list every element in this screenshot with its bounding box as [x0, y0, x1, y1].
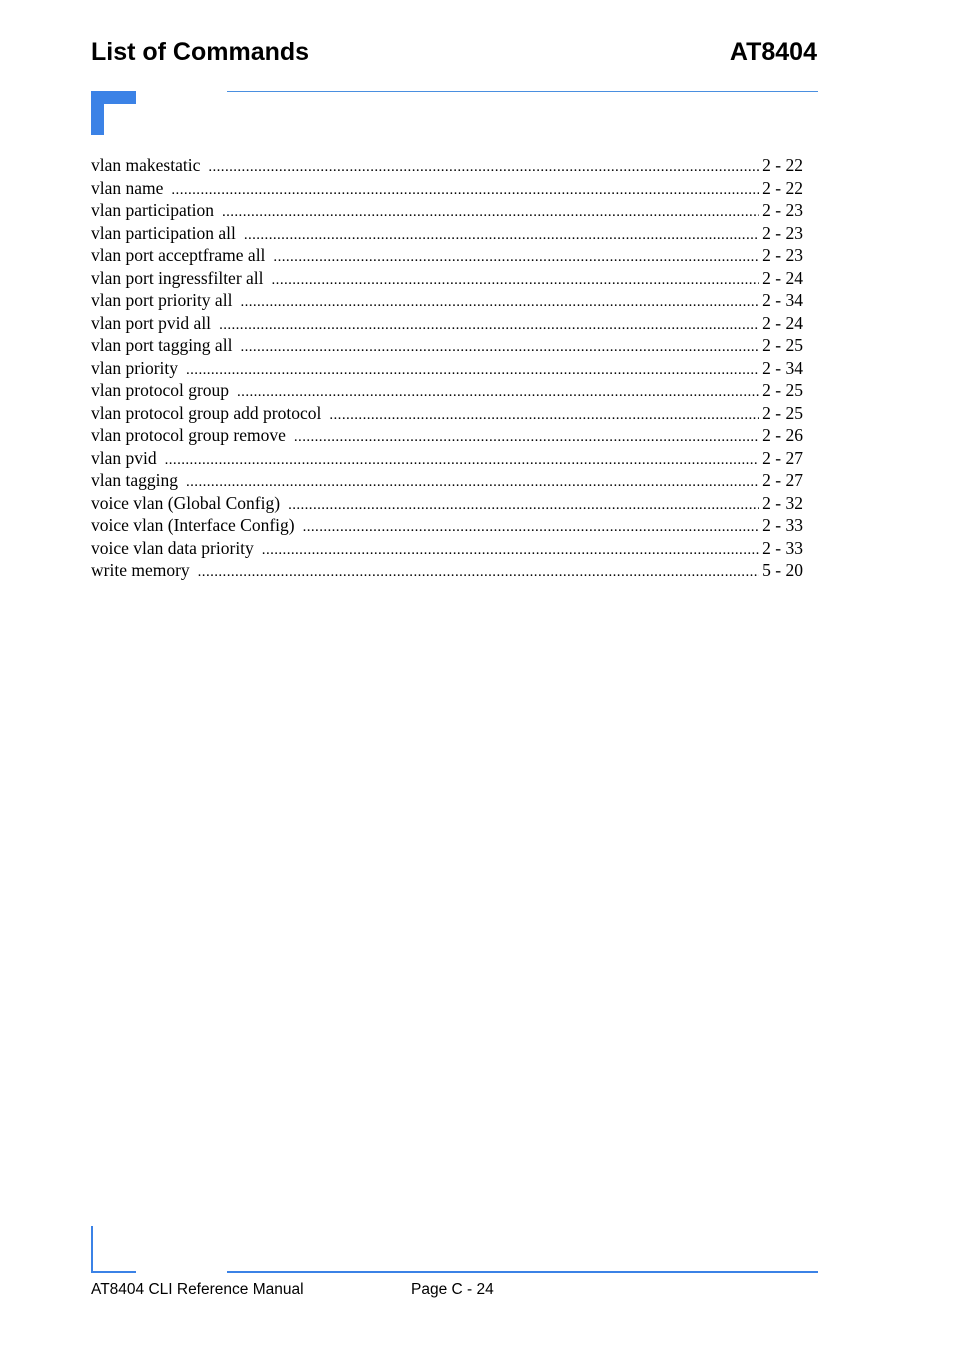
leader-dots: [237, 381, 759, 404]
index-entry-page: 2 - 33: [762, 537, 803, 558]
leader-dots: [303, 516, 760, 539]
leader-dots: [171, 179, 759, 202]
leader-dots: [294, 426, 759, 449]
index-entry-label: vlan tagging: [91, 470, 178, 490]
index-entry-label: write memory: [91, 560, 190, 580]
leader-dots: [244, 224, 759, 247]
footer-page-number: Page C - 24: [411, 1281, 494, 1298]
index-entry[interactable]: [91, 379, 803, 402]
leader-dots: [165, 449, 760, 472]
index-entry[interactable]: [91, 312, 803, 335]
index-entry-label: voice vlan data priority: [91, 537, 254, 558]
index-entry[interactable]: [91, 424, 803, 447]
index-entry[interactable]: [91, 222, 803, 245]
header-corner-mark-horizontal: [91, 91, 136, 104]
footer-manual-title: AT8404 CLI Reference Manual: [91, 1281, 304, 1298]
index-entry-label: vlan protocol group: [91, 380, 230, 400]
index-entry-page: 2 - 25: [762, 335, 803, 355]
index-entry[interactable]: [91, 267, 803, 290]
index-entry-label: vlan port ingressfilter all: [91, 267, 264, 288]
index-entry-page: 5 - 20: [762, 560, 803, 580]
product-model: AT8404: [729, 38, 817, 66]
index-entry[interactable]: [91, 177, 803, 200]
index-entry-label: vlan port priority all: [91, 290, 233, 310]
leader-dots: [222, 201, 759, 224]
leader-dots: [198, 561, 760, 584]
footer-corner-mark-horizontal: [91, 1271, 136, 1273]
index-entry[interactable]: [91, 537, 803, 560]
index-entry-page: 2 - 25: [762, 402, 803, 423]
index-entry[interactable]: [91, 199, 803, 222]
leader-dots: [288, 494, 759, 517]
leader-dots: [186, 359, 759, 382]
index-entry-label: vlan makestatic: [91, 155, 201, 175]
index-entry[interactable]: [91, 154, 803, 177]
index-entry-page: 2 - 22: [762, 155, 803, 175]
leader-dots: [208, 156, 759, 179]
index-entry-page: 2 - 23: [762, 245, 803, 265]
footer-corner-mark-vertical: [91, 1226, 93, 1272]
page-title: List of Commands: [91, 38, 310, 66]
index-entry-page: 2 - 34: [762, 357, 803, 378]
index-entry-page: 2 - 27: [762, 470, 803, 490]
leader-dots: [240, 336, 759, 359]
leader-dots: [186, 471, 759, 494]
index-entry-page: 2 - 23: [762, 222, 803, 243]
index-entry-page: 2 - 32: [762, 492, 803, 513]
index-entry-label: vlan name: [91, 177, 164, 198]
index-entry[interactable]: [91, 334, 803, 357]
command-index-list: [91, 154, 803, 582]
index-entry-label: voice vlan (Global Config): [91, 492, 281, 513]
index-entry[interactable]: [91, 492, 803, 515]
index-entry-label: vlan participation all: [91, 222, 236, 243]
leader-dots: [273, 246, 759, 269]
header-rule: [227, 91, 818, 92]
index-entry-label: vlan port pvid all: [91, 312, 212, 333]
index-entry-page: 2 - 24: [762, 267, 803, 288]
index-entry-page: 2 - 22: [762, 177, 803, 198]
index-entry-label: vlan port tagging all: [91, 335, 233, 355]
index-entry[interactable]: [91, 447, 803, 470]
index-entry-page: 2 - 34: [762, 290, 803, 310]
index-entry-page: 2 - 33: [762, 515, 803, 535]
leader-dots: [272, 269, 760, 292]
index-entry-label: vlan pvid: [91, 447, 157, 468]
index-entry[interactable]: [91, 357, 803, 380]
index-entry-page: 2 - 25: [762, 380, 803, 400]
index-entry-page: 2 - 24: [762, 312, 803, 333]
leader-dots: [329, 404, 759, 427]
index-entry-page: 2 - 27: [762, 447, 803, 468]
index-entry-label: vlan participation: [91, 200, 214, 220]
index-entry[interactable]: [91, 244, 803, 267]
index-entry[interactable]: [91, 289, 803, 312]
footer-rule: [227, 1271, 818, 1273]
leader-dots: [262, 539, 759, 562]
index-entry-label: voice vlan (Interface Config): [91, 515, 295, 535]
leader-dots: [219, 314, 759, 337]
index-entry-label: vlan protocol group remove: [91, 425, 286, 445]
leader-dots: [240, 291, 759, 314]
index-entry-label: vlan priority: [91, 357, 178, 378]
index-entry-page: 2 - 26: [762, 425, 803, 445]
index-entry[interactable]: [91, 402, 803, 425]
index-entry-page: 2 - 23: [762, 200, 803, 220]
index-entry-label: vlan port acceptframe all: [91, 245, 266, 265]
index-entry[interactable]: [91, 514, 803, 537]
index-entry-label: vlan protocol group add protocol: [91, 402, 322, 423]
index-entry[interactable]: [91, 469, 803, 492]
index-entry[interactable]: [91, 559, 803, 582]
